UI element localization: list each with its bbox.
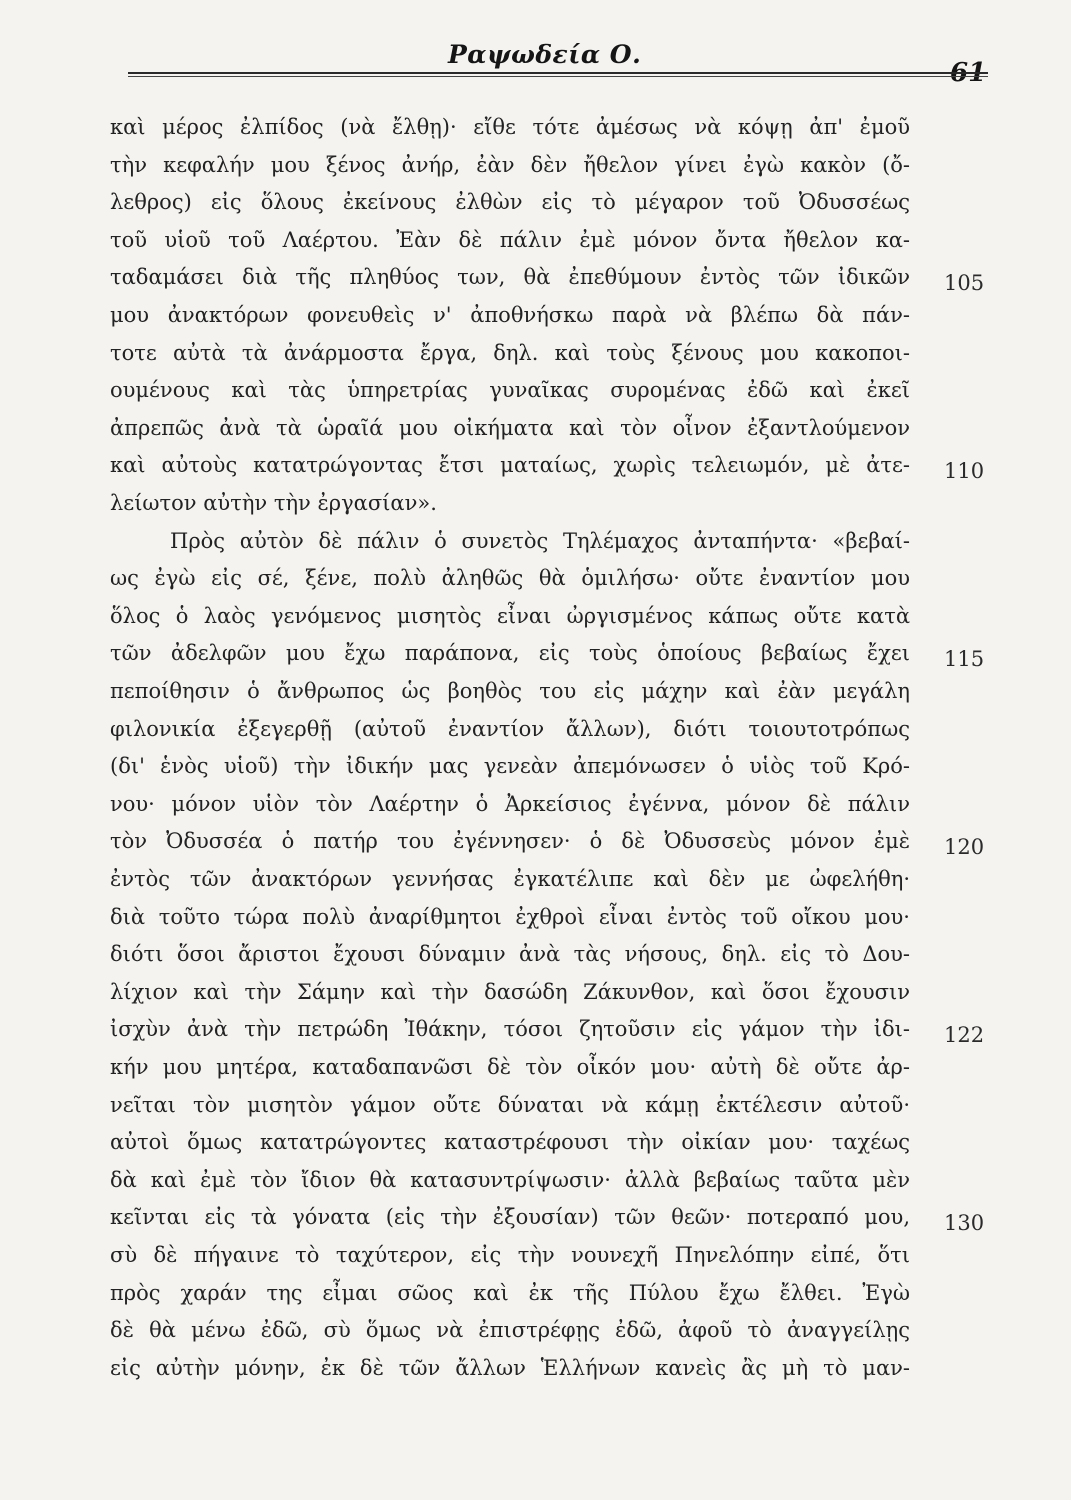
text-line: καὶ μέρος ἐλπίδος (νὰ ἔλθῃ)· εἴθε τότε ἀμέσως νὰ κόψῃ ἀπ' ἐμοῦ: [110, 115, 910, 139]
text-line: (δι' ἑνὸς υἱοῦ) τὴν ἰδικήν μας γενεὰν ἀπεμόνωσεν ὁ υἱὸς τοῦ Κρό-: [110, 754, 910, 779]
text-line: δὰ καὶ ἐμὲ τὸν ἴδιον θὰ κατασυντρίψωσιν· ἀλλὰ βεβαίως ταῦτα μὲν: [110, 1167, 910, 1192]
text-line: ἰσχὺν ἀνὰ τὴν πετρώδη Ἰθάκην, τόσοι ζητοῦσιν εἰς γάμον τὴν ἰδι-: [110, 1017, 910, 1042]
running-title: Ραψωδεία Ο.: [448, 40, 642, 69]
text-line: πεποίθησιν ὁ ἄνθρωπος ὡς βοηθὸς του εἰς μάχην καὶ ἐὰν μεγάλη: [110, 679, 910, 703]
text-line: μου ἀνακτόρων φονευθεὶς ν' ἀποθνήσκω παρὰ νὰ βλέπω δὰ πάν-: [110, 303, 910, 327]
margin-line-number: 115: [944, 647, 985, 672]
header-rule-thin: [128, 76, 988, 77]
margin-line-number: 105: [944, 271, 985, 296]
text-line: ἐντὸς τῶν ἀνακτόρων γεννήσας ἐγκατέλιπε καὶ δὲν με ὠφελήθη·: [110, 867, 910, 891]
margin-line-number: 110: [944, 459, 985, 484]
text-line: νεῖται τὸν μισητὸν γάμον οὔτε δύναται νὰ κάμῃ ἐκτέλεσιν αὐτοῦ·: [110, 1092, 910, 1117]
margin-line-number: 130: [944, 1211, 985, 1236]
text-line: τὴν κεφαλήν μου ξένος ἀνήρ, ἐὰν δὲν ἤθελον γίνει ἐγὼ κακὸν (ὄ-: [110, 152, 910, 177]
text-line: Πρὸς αὐτὸν δὲ πάλιν ὁ συνετὸς Τηλέμαχος ἀνταπήντα· «βεβαί-: [170, 528, 910, 553]
text-line: λείωτον αὐτὴν τὴν ἐργασίαν».: [110, 491, 437, 515]
text-line: κήν μου μητέρα, καταδαπανῶσι δὲ τὸν οἶκόν μου· αὐτὴ δὲ οὔτε ἀρ-: [110, 1055, 910, 1079]
text-line: πρὸς χαράν της εἶμαι σῶος καὶ ἐκ τῆς Πύλου ἔχω ἔλθει. Ἐγὼ: [110, 1280, 910, 1305]
text-line: ταδαμάσει διὰ τῆς πληθύος των, θὰ ἐπεθύμουν ἐντὸς τῶν ἰδικῶν: [110, 265, 910, 290]
text-line: διότι ὅσοι ἄριστοι ἔχουσι δύναμιν ἀνὰ τὰς νήσους, δηλ. εἰς τὸ Δου-: [110, 942, 910, 967]
text-line: τοῦ υἱοῦ τοῦ Λαέρτου. Ἐὰν δὲ πάλιν ἐμὲ μόνον ὄντα ἤθελον κα-: [110, 227, 910, 252]
margin-line-number: 122: [944, 1023, 985, 1048]
text-line: εἰς αὐτὴν μόνην, ἐκ δὲ τῶν ἄλλων Ἑλλήνων κανεὶς ἂς μὴ τὸ μαν-: [110, 1355, 910, 1380]
text-line: τῶν ἀδελφῶν μου ἔχω παράπονα, εἰς τοὺς ὁποίους βεβαίως ἔχει: [110, 641, 910, 666]
text-line: δὲ θὰ μένω ἐδῶ, σὺ ὅμως νὰ ἐπιστρέφῃς ἐδῶ, ἀφοῦ τὸ ἀναγγείλῃς: [110, 1318, 910, 1343]
text-line: ἀπρεπῶς ἀνὰ τὰ ὡραῖά μου οἰκήματα καὶ τὸν οἶνον ἐξαντλούμενον: [110, 415, 910, 440]
text-line: αὐτοὶ ὅμως κατατρώγοντες καταστρέφουσι τὴν οἰκίαν μου· ταχέως: [110, 1130, 910, 1155]
text-line: κεῖνται εἰς τὰ γόνατα (εἰς τὴν ἐξουσίαν) τῶν θεῶν· ποτεραπό μου,: [110, 1205, 910, 1230]
margin-line-number: 120: [944, 835, 985, 860]
text-line: ουμένους καὶ τὰς ὑπηρετρίας γυναῖκας συρομένας ἐδῶ καὶ ἐκεῖ: [110, 378, 910, 403]
text-line: λίχιον καὶ τὴν Σάμην καὶ τὴν δασώδη Ζάκυνθον, καὶ ὅσοι ἔχουσιν: [110, 979, 910, 1004]
text-line: ως ἐγὼ εἰς σέ, ξένε, πολὺ ἀληθῶς θὰ ὁμιλήσω· οὔτε ἐναντίον μου: [110, 566, 910, 591]
page-number: 61: [950, 58, 987, 88]
text-line: νου· μόνον υἱὸν τὸν Λαέρτην ὁ Ἀρκείσιος ἐγέννα, μόνον δὲ πάλιν: [110, 791, 910, 816]
text-line: ὅλος ὁ λαὸς γενόμενος μισητὸς εἶναι ὠργισμένος κάπως οὔτε κατὰ: [110, 603, 910, 628]
text-line: τὸν Ὀδυσσέα ὁ πατήρ του ἐγέννησεν· ὁ δὲ Ὀδυσσεὺς μόνον ἐμὲ: [110, 829, 910, 854]
text-line: διὰ τοῦτο τώρα πολὺ ἀναρίθμητοι ἐχθροὶ εἶναι ἐντὸς τοῦ οἴκου μου·: [110, 904, 910, 929]
text-line: σὺ δὲ πήγαινε τὸ ταχύτερον, εἰς τὴν νουνεχῆ Πηνελόπην εἰπέ, ὅτι: [110, 1243, 910, 1267]
header-rule: [128, 72, 988, 74]
text-line: τοτε αὐτὰ τὰ ἀνάρμοστα ἔργα, δηλ. καὶ τοὺς ξένους μου κακοποι-: [110, 340, 910, 365]
text-line: φιλονικία ἐξεγερθῇ (αὐτοῦ ἐναντίον ἄλλων), διότι τοιουτοτρόπως: [110, 716, 910, 741]
text-line: καὶ αὐτοὺς κατατρώγοντας ἔτσι ματαίως, χωρὶς τελειωμόν, μὲ ἀτε-: [110, 453, 910, 478]
text-line: λεθρος) εἰς ὅλους ἐκείνους ἐλθὼν εἰς τὸ μέγαρον τοῦ Ὀδυσσέως: [110, 190, 910, 215]
